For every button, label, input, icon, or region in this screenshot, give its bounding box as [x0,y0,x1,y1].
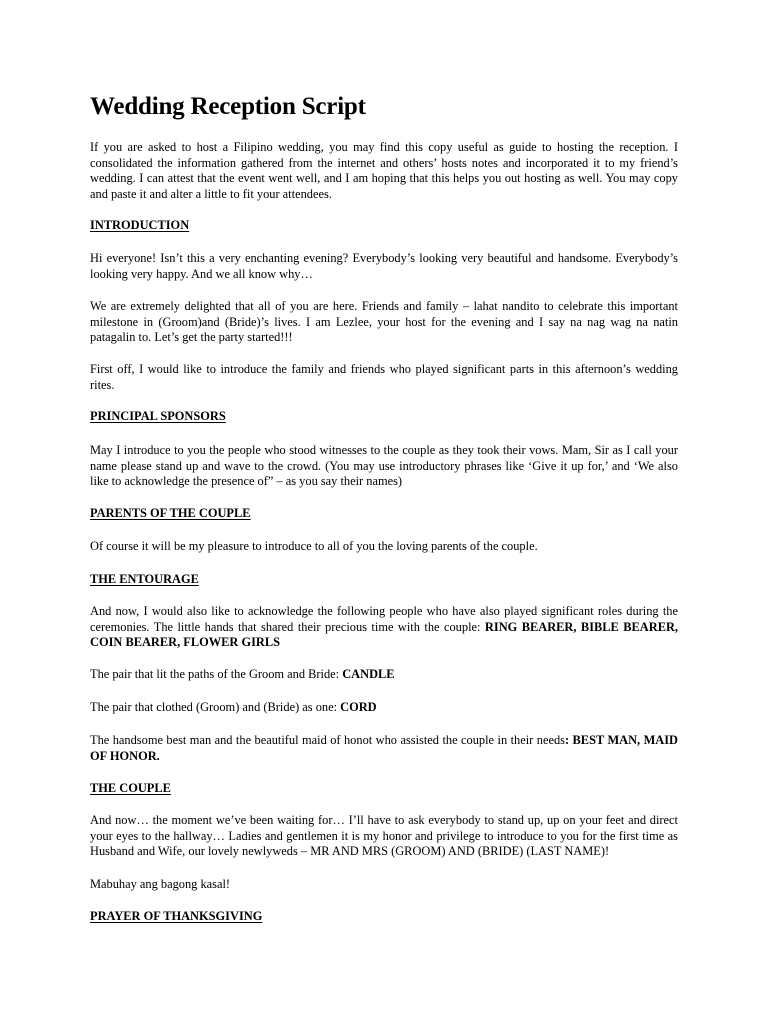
entourage-cord-role: CORD [340,700,377,714]
entourage-paragraph-1-text: And now, I would also like to acknowledge the following people who have also played significant roles during the ceremonies. The little hands that shared their precious time with the couple: [90,604,678,634]
introduction-paragraph-1: Hi everyone! Isn’t this a very enchanting evening? Everybody’s looking very beautiful and handsome. Everybody’s looking very happy. And we all know why… [90,251,678,281]
entourage-candle-role: CANDLE [342,667,395,681]
parents-paragraph: Of course it will be my pleasure to introduce to all of you the loving parents of the couple. [90,539,538,553]
entourage-paragraph-1 [90,604,678,651]
intro-paragraph: If you are asked to host a Filipino wedding, you may find this copy useful as guide to hosting the reception. I consolidated the information gathered from the internet and others’ hosts notes and incorporated it to my friend’s wedding. I can attest that the event went well, and I am hoping that this helps you out hosting as well. You may copy and paste it and alter a little to fit your attendees. [90,140,678,201]
couple-paragraph-1: And now… the moment we’ve been waiting for… I’ll have to ask everybody to stand up, up on your feet and direct your eyes to the hallway… Ladies and gentlemen it is my honor and privilege to introduce to you for the first time as Husband and Wife, our lovely newlyweds – MR AND MRS (GROOM) AND (BRIDE) (LAST NAME)! [90,813,678,858]
heading-the-entourage: THE ENTOURAGE [90,572,199,586]
document-page [90,0,678,1024]
entourage-paragraph-3-text: The pair that clothed (Groom) and (Bride) as one: [90,700,341,714]
introduction-paragraph-2: We are extremely delighted that all of you are here. Friends and family – lahat nandito to celebrate this important milestone in (Groom)and (Bride)’s lives. I am Lezlee, your host for the evening and I say na nag wag na natin patagalin to. Let’s get the party started!!! [90,299,678,344]
entourage-paragraph-4 [90,733,678,764]
couple-paragraph-2: Mabuhay ang bagong kasal! [90,877,231,891]
entourage-roles-list: RING BEARER, BIBLE BEARER, COIN BEARER, FLOWER GIRLS [90,619,678,649]
heading-the-couple: THE COUPLE [90,781,171,795]
entourage-paragraph-4-text: The handsome best man and the beautiful maid of honot who assisted the couple in their needs [90,733,565,747]
document-title: Wedding Reception Script [90,93,366,120]
entourage-best-man-maid-of-honor: : BEST MAN, MAID OF HONOR. [90,733,679,763]
entourage-paragraph-2 [90,667,678,683]
entourage-paragraph-3 [90,700,678,716]
introduction-paragraph-3: First off, I would like to introduce the family and friends who played significant parts in this afternoon’s wedding rites. [90,362,678,392]
heading-principal-sponsors: PRINCIPAL SPONSORS [90,409,226,423]
heading-prayer-of-thanksgiving: PRAYER OF THANKSGIVING [90,909,263,923]
principal-sponsors-paragraph: May I introduce to you the people who stood witnesses to the couple as they took their vows. Mam, Sir as I call your name please stand up and wave to the crowd. (You may use introductory phrases like ‘Give it up for,’ and ‘We also like to acknowledge the presence of” – as you say their names) [90,443,678,488]
heading-introduction: INTRODUCTION [90,218,190,232]
heading-parents-of-the-couple: PARENTS OF THE COUPLE [90,506,251,520]
entourage-paragraph-2-text: The pair that lit the paths of the Groom and Bride: [90,667,343,681]
